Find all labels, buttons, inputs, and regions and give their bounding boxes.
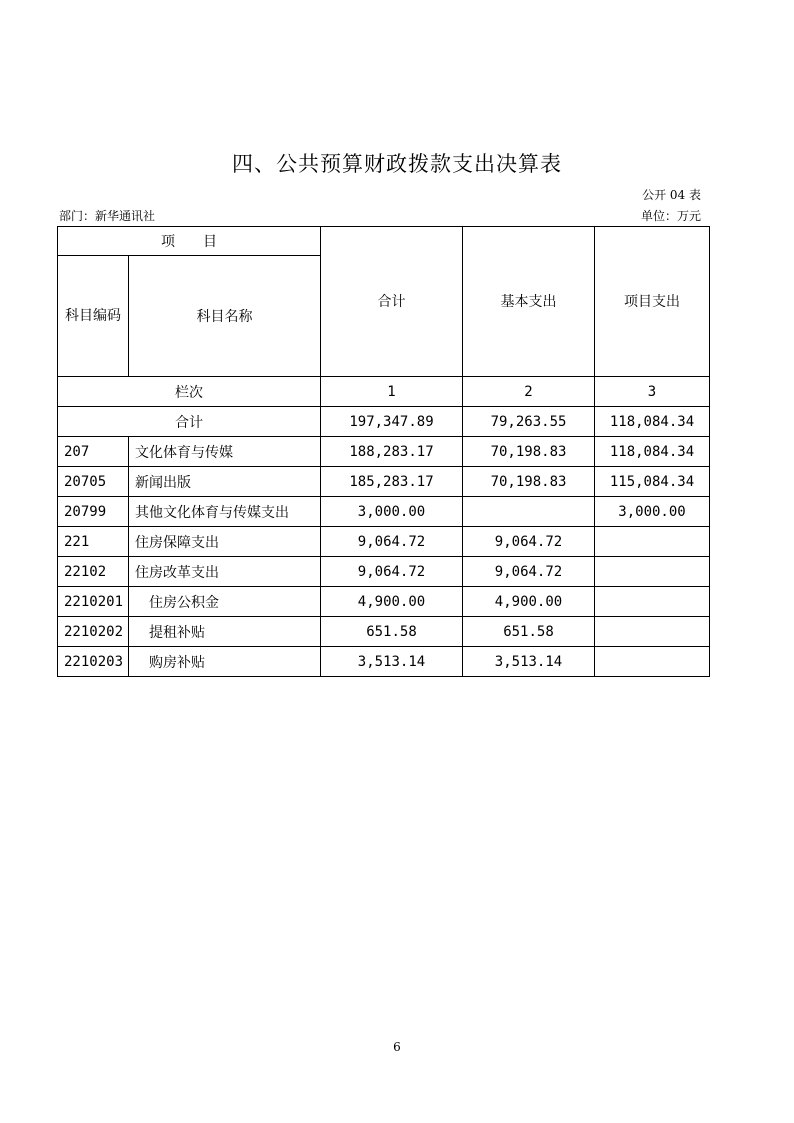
row-name: 住房改革支出 — [129, 557, 321, 587]
row-total: 3,000.00 — [321, 497, 463, 527]
column-order-2: 2 — [463, 377, 595, 407]
row-total: 651.58 — [321, 617, 463, 647]
project-header: 项目支出 — [595, 227, 710, 377]
row-project: 3,000.00 — [595, 497, 710, 527]
basic-header: 基本支出 — [463, 227, 595, 377]
row-basic: 70,198.83 — [463, 437, 595, 467]
table-row — [58, 437, 710, 467]
row-name: 住房公积金 — [129, 587, 321, 617]
row-code: 207 — [58, 437, 129, 467]
page-number: 6 — [393, 1040, 401, 1054]
row-total: 185,283.17 — [321, 467, 463, 497]
row-code: 20705 — [58, 467, 129, 497]
row-basic: 651.58 — [463, 617, 595, 647]
table-row — [58, 557, 710, 587]
row-project: 115,084.34 — [595, 467, 710, 497]
row-basic: 4,900.00 — [463, 587, 595, 617]
department-label: 部门：新华通讯社 — [59, 209, 156, 223]
summary-label: 合计 — [58, 407, 321, 437]
column-order-3: 3 — [595, 377, 710, 407]
row-total: 3,513.14 — [321, 647, 463, 677]
unit-label: 单位：万元 — [640, 209, 701, 223]
row-basic — [463, 497, 595, 527]
items-header: 项 目 — [58, 227, 321, 256]
summary-project: 118,084.34 — [595, 407, 710, 437]
row-name: 文化体育与传媒 — [129, 437, 321, 467]
row-code: 22102 — [58, 557, 129, 587]
row-name: 住房保障支出 — [129, 527, 321, 557]
summary-total: 197,347.89 — [321, 407, 463, 437]
row-basic: 3,513.14 — [463, 647, 595, 677]
row-code: 2210203 — [58, 647, 129, 677]
summary-basic: 79,263.55 — [463, 407, 595, 437]
row-name: 购房补贴 — [129, 647, 321, 677]
table-row — [58, 467, 710, 497]
row-basic: 9,064.72 — [463, 527, 595, 557]
row-basic: 70,198.83 — [463, 467, 595, 497]
row-project: 118,084.34 — [595, 437, 710, 467]
row-project — [595, 527, 710, 557]
page-title: 四、公共预算财政拨款支出决算表 — [232, 152, 562, 176]
row-code: 2210201 — [58, 587, 129, 617]
expenditure-table — [57, 226, 710, 677]
table-row — [58, 527, 710, 557]
column-order-1: 1 — [321, 377, 463, 407]
code-header: 科目编码 — [58, 256, 129, 377]
row-name: 新闻出版 — [129, 467, 321, 497]
table-row — [58, 617, 710, 647]
form-code: 公开 04 表 — [642, 188, 701, 202]
row-project — [595, 557, 710, 587]
row-project — [595, 647, 710, 677]
row-name: 提租补贴 — [129, 617, 321, 647]
name-header: 科目名称 — [129, 256, 321, 377]
row-code: 2210202 — [58, 617, 129, 647]
row-total: 188,283.17 — [321, 437, 463, 467]
row-code: 20799 — [58, 497, 129, 527]
total-header: 合计 — [321, 227, 463, 377]
row-total: 9,064.72 — [321, 527, 463, 557]
table-row — [58, 587, 710, 617]
row-name: 其他文化体育与传媒支出 — [129, 497, 321, 527]
row-project — [595, 617, 710, 647]
row-total: 9,064.72 — [321, 557, 463, 587]
row-total: 4,900.00 — [321, 587, 463, 617]
row-basic: 9,064.72 — [463, 557, 595, 587]
row-code: 221 — [58, 527, 129, 557]
table-row — [58, 647, 710, 677]
row-project — [595, 587, 710, 617]
table-row — [58, 497, 710, 527]
column-order-label: 栏次 — [58, 377, 321, 407]
